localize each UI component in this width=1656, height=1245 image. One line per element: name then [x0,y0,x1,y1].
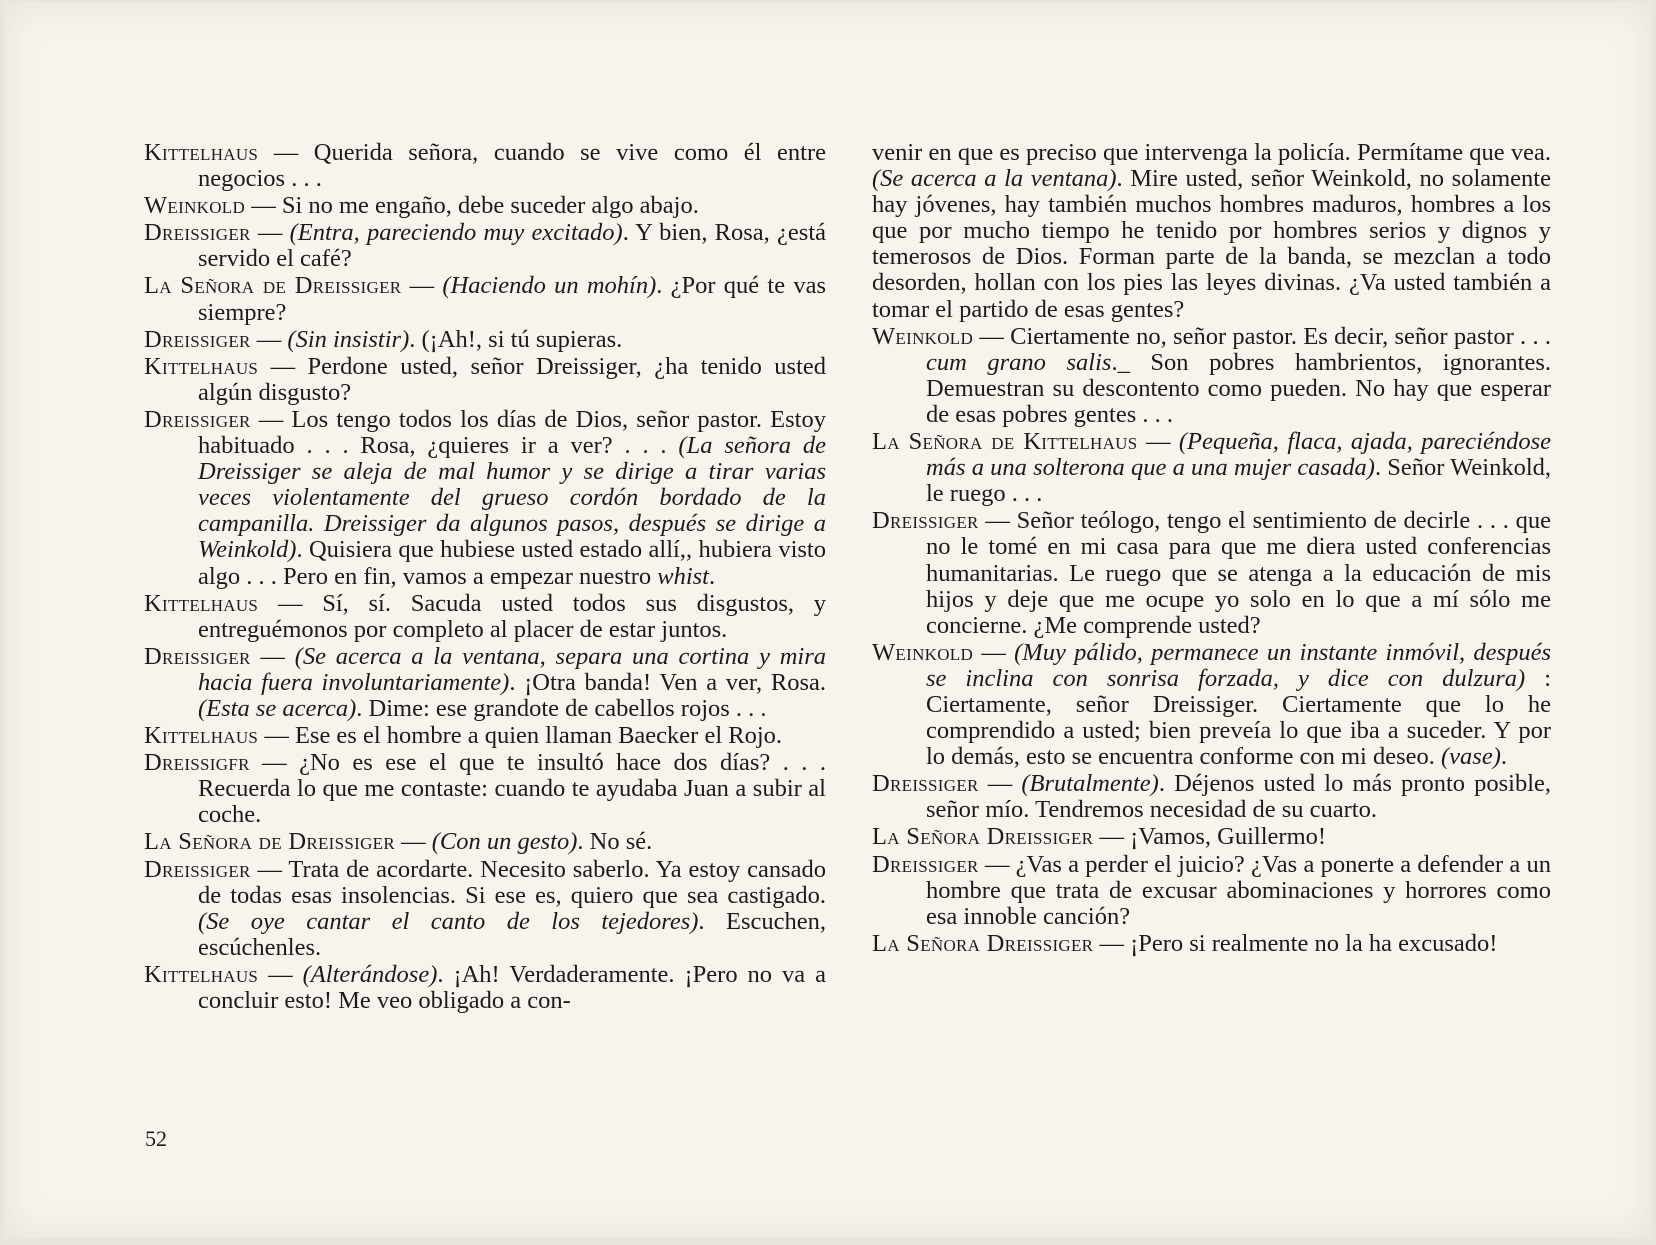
speaker-name: La Señora de Dreissiger [144,272,402,300]
dialogue-text: — [401,272,443,300]
dialogue-text: venir en que es preciso que intervenga la policía. Permítame que vea. [872,139,1551,166]
dialogue-text: . No sé. [577,828,653,856]
dialogue-paragraph [144,591,826,643]
speaker-name: Dreissiger [144,855,251,883]
speaker-name: Kittelhaus [144,139,259,166]
dialogue-text: . Dime: ese grandote de cabellos rojos . . . [356,694,767,722]
dialogue-paragraph [144,327,826,353]
stage-direction: (La señora de Dreissiger se aleja de mal humor y se dirige a tirar varias veces violentamente del grueso cordón bordado de la campanilla. Dreissiger da algunos pasos, después se dirige a Weinkold) [198,432,826,564]
speaker-name: Dreissigfr [144,749,250,777]
stage-direction: (Sin insistir) [287,325,410,353]
speaker-name: La Señora Dreissiger [872,929,1094,957]
dialogue-text: . Déjenos usted lo más pronto posible, señor mío. Tendremos necesidad de su cuarto. [926,770,1552,824]
speaker-name: Dreissiger [872,770,979,798]
stage-direction: whist [657,562,709,590]
dialogue-text: — [258,960,303,988]
dialogue-paragraph [872,852,1551,930]
page-number: 52 [145,1126,167,1151]
speaker-name: Kittelhaus [144,589,259,617]
dialogue-text: . [708,562,716,590]
dialogue-text: . Quisiera que hubiese usted estado allí,, hubiera visto algo . . . Pero en fin, vamos a empezar nuestro [198,536,826,590]
speaker-name: Kittelhaus [144,352,259,380]
speaker-name: La Señora de Kittelhaus [872,428,1138,456]
dialogue-text: — Trata de acordarte. Necesito saberlo. Ya estoy cansado de todas esas insolencias. Si ese es, quiero que sea castigado. [198,855,826,909]
dialogue-text: ._ Son pobres hambrientos, ignorantes. Demuestran su descontento como pueden. No hay que esperar de esas pobres gentes . . . [926,348,1551,428]
stage-direction: (Brutalmente) [1021,770,1159,798]
dialogue-paragraph [144,407,826,590]
dialogue-paragraph [144,193,826,219]
dialogue-text: — ¡Vamos, Guillermo! [1093,823,1327,851]
dialogue-text: — ¿No es ese el que te insultó hace dos días? . . . Recuerda lo que me contaste: cuando te ayudaba Juan a subir al coche. [198,749,826,829]
dialogue-text: — [250,642,295,670]
dialogue-text: — [250,325,288,353]
stage-direction: (Haciendo un mohín) [442,272,657,300]
dialogue-paragraph [144,962,826,1014]
dialogue-text: — [978,770,1022,798]
stage-direction: (Con un gesto) [431,828,578,856]
dialogue-text: — Si no me engaño, debe suceder algo abajo. [245,192,699,220]
dialogue-text: . ¡Ah! Verdaderamente. ¡Pero no va a concluir esto! Me veo obligado a con- [198,960,826,1014]
dialogue-paragraph [872,931,1551,957]
dialogue-text: — [395,828,432,856]
dialogue-paragraph [872,640,1551,770]
dialogue-text: — [973,638,1015,666]
dialogue-paragraph [872,324,1551,428]
dialogue-paragraph [144,644,826,722]
speaker-name: La Señora Dreissiger [872,823,1094,851]
dialogue-text: . Mire usted, señor Weinkold, no solamente hay jóvenes, hay también muchos hombres maduros, hombres a los que por mucho tiempo he tenido por hombres serios y dignos y temerosos de Dios. Forman parte de la banda, se mezclan a todo desorden, hollan con los pies las leyes divinas. ¿Va usted también a tomar el partido de esas gentes? [872,165,1551,323]
dialogue-paragraph [872,508,1551,638]
dialogue-paragraph [144,354,826,406]
left-column [144,140,826,1015]
dialogue-text: . Señor Weinkold, le ruego . . . [926,454,1551,508]
dialogue-paragraph [872,824,1551,850]
dialogue-paragraph [144,750,826,828]
speaker-name: Dreissiger [144,642,251,670]
speaker-name: Weinkold [144,192,246,220]
stage-direction: (Se acerca a la ventana, separa una cortina y mira hacia fuera involuntariamente) [198,642,826,696]
dialogue-paragraph [144,723,826,749]
speaker-name: Dreissiger [144,219,251,247]
stage-direction: (Alterándose) [302,960,438,988]
dialogue-text: — Sí, sí. Sacuda usted todos sus disgustos, y entreguémonos por completo al placer de estar juntos. [198,589,826,643]
dialogue-text: — Ciertamente no, señor pastor. Es decir, señor pastor . . . [973,322,1551,350]
dialogue-paragraph [872,771,1551,823]
dialogue-text: — Ese es el hombre a quien llaman Baecker el Rojo. [258,722,783,750]
dialogue-text: . (¡Ah!, si tú supieras. [409,325,623,353]
speaker-name: La Señora de Dreissiger [144,828,396,856]
stage-direction: (Se oye cantar el canto de los tejedores) [198,907,699,935]
stage-direction: (Muy pálido, permanece un instante inmóvil, después se inclina con sonrisa forzada, y dice con dulzura) [926,638,1552,692]
speaker-name: Dreissiger [144,405,251,433]
stage-direction: (vase) [1441,743,1501,771]
dialogue-text: . Escuchen, escúchenles. [198,907,826,961]
dialogue-text: — [250,219,290,247]
right-column [872,140,1551,958]
dialogue-paragraph [144,140,826,192]
dialogue-text: . ¡Otra banda! Ven a ver, Rosa. [509,668,826,696]
dialogue-text: : Ciertamente, señor Dreissiger. Ciertamente que lo he comprendido a usted; bien preveía lo que iba a suceder. Y por lo demás, esto se encuentra conforme con mi deseo. [926,664,1552,771]
speaker-name: Dreissiger [144,325,251,353]
stage-direction: (Se acerca a la ventana) [872,165,1117,193]
speaker-name: Dreissiger [872,850,979,878]
speaker-name: Kittelhaus [144,960,259,988]
dialogue-text: — Los tengo todos los días de Dios, señor pastor. Estoy habituado . . . Rosa, ¿quieres ir a ver? . . . [198,405,826,460]
dialogue-text: — ¿Vas a perder el juicio? ¿Vas a ponerte a defender a un hombre que trata de excusar abominaciones y horrores como esa innoble canción? [926,850,1551,930]
speaker-name: Kittelhaus [144,722,259,750]
dialogue-text: — Señor teólogo, tengo el sentimiento de decirle . . . que no le tomé en mi casa para que me diera usted conferencias humanitarias. Le ruego que se atenga a la educación de mis hijos y deje que me ocupe yo solo en lo que a mí sólo me concierne. ¿Me comprende usted? [926,507,1551,639]
dialogue-text: . Y bien, Rosa, ¿está servido el café? [198,219,827,273]
dialogue-paragraph [144,220,826,272]
stage-direction: cum grano salis [926,348,1112,376]
dialogue-paragraph [144,829,826,855]
stage-direction: (Entra, pareciendo muy excitado) [289,219,623,247]
dialogue-paragraph [872,429,1551,507]
stage-direction: (Pequeña, flaca, ajada, pareciéndose más a una solterona que a una mujer casada) [926,428,1551,482]
dialogue-paragraph [144,273,826,325]
speaker-name: Dreissiger [872,507,979,535]
dialogue-text: . ¿Por qué te vas siempre? [198,272,826,326]
dialogue-text: — Perdone usted, señor Dreissiger, ¿ha tenido usted algún disgusto? [198,352,826,406]
speaker-name: Weinkold [872,322,974,350]
dialogue-text: . [1500,743,1507,771]
speaker-name: Weinkold [872,638,974,666]
dialogue-text: — Querida señora, cuando se vive como él entre negocios . . . [198,139,826,193]
stage-direction: (Esta se acerca) [198,694,357,722]
book-page [4,2,1652,1238]
dialogue-text: — ¡Pero si realmente no la ha excusado! [1093,929,1498,957]
dialogue-paragraph [144,857,826,961]
dialogue-text: — [1137,428,1179,456]
dialogue-paragraph [872,140,1551,323]
